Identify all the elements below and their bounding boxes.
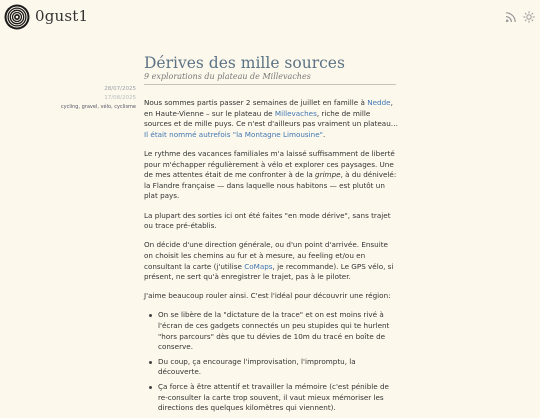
benefits-list — [144, 310, 398, 413]
post-content — [144, 98, 398, 418]
tag-gravel[interactable]: gravel — [81, 104, 98, 110]
list-item: On se libère de la "dictature de la trace" et on est moins rivé à l'écran de ces gadgets connectés un peu stupides qui te hurlent "hors parcours" dès que tu dévies de 10m du tracé en boîte de conserve. — [158, 310, 398, 352]
title-divider — [144, 84, 396, 85]
link-nedde[interactable]: Nedde — [367, 98, 391, 107]
list-item: Ça force à être attentif et travailler la mémoire (c'est pénible de re-consulter la carte trop souvent, il vaut mieux mémoriser les directions des quelques kilomètres qui viennent). — [158, 382, 398, 414]
paragraph-derive: La plupart des sorties ici ont été faites "en mode dérive", sans trajet ou trace pré-établis. — [144, 210, 391, 231]
tag-cyclisme[interactable]: cyclisme — [114, 104, 136, 110]
site-title[interactable]: 0gust1 — [35, 7, 89, 25]
tag-velo[interactable]: vélo — [100, 104, 112, 110]
list-item: Du coup, ça encourage l'improvisation, l'impromptu, la découverte. — [158, 357, 398, 378]
published-date: 28/07/2025 — [104, 86, 136, 92]
paragraph-rhythm: Le rythme des vacances familiales m'a laissé suffisamment de liberté pour m'échapper régulièrement à vélo et explorer ces paysages. Une de mes attentes était de me confronter à de la grimpe, à du dénivelé: la Flandre française — dans laquelle nous habitons — est plutôt un plat pays. — [144, 148, 397, 201]
updated-date: 17/08/2025 — [104, 95, 136, 101]
link-montagne-limousine[interactable]: Il était nommé autrefois "la Montagne Limousine" — [144, 129, 323, 139]
paragraph-direction: On décide d'une direction générale, ou d'un point d'arrivée. Ensuite on choisit les chemins au fur et à mesure, au feeling et/ou en consultant la carte (j'utilise CoMaps, je recommande). Le GPS vélo, si présent, ne sert qu'à enregistrer le trajet, pas à le piloter. — [144, 240, 394, 282]
tag-cycling[interactable]: cycling — [60, 104, 79, 110]
rss-icon[interactable] — [505, 11, 517, 23]
post-subtitle: 9 explorations du plateau de Millevaches — [144, 72, 311, 81]
link-comaps[interactable]: CoMaps — [244, 261, 273, 271]
paragraph-region: J'aime beaucoup rouler ainsi. C'est l'idéal pour découvrir une région: — [144, 291, 391, 301]
logo-icon[interactable] — [4, 4, 30, 30]
sun-icon[interactable] — [523, 11, 535, 23]
link-millevaches[interactable]: Millevaches — [274, 108, 317, 118]
post-title: Dérives des mille sources — [144, 54, 345, 72]
tag-list: cycling, gravel, vélo, cyclisme — [60, 104, 136, 110]
site-header — [0, 0, 540, 36]
paragraph-intro: Nous sommes partis passer 2 semaines de juillet en famille à Nedde, en Haute-Vienne – sur le plateau de Millevaches, riche de mille sources et de mille puys. Ce n'est d'ailleurs pas vraiment un plateau… Il était nommé autrefois "la Montagne Limousine". — [144, 98, 398, 139]
